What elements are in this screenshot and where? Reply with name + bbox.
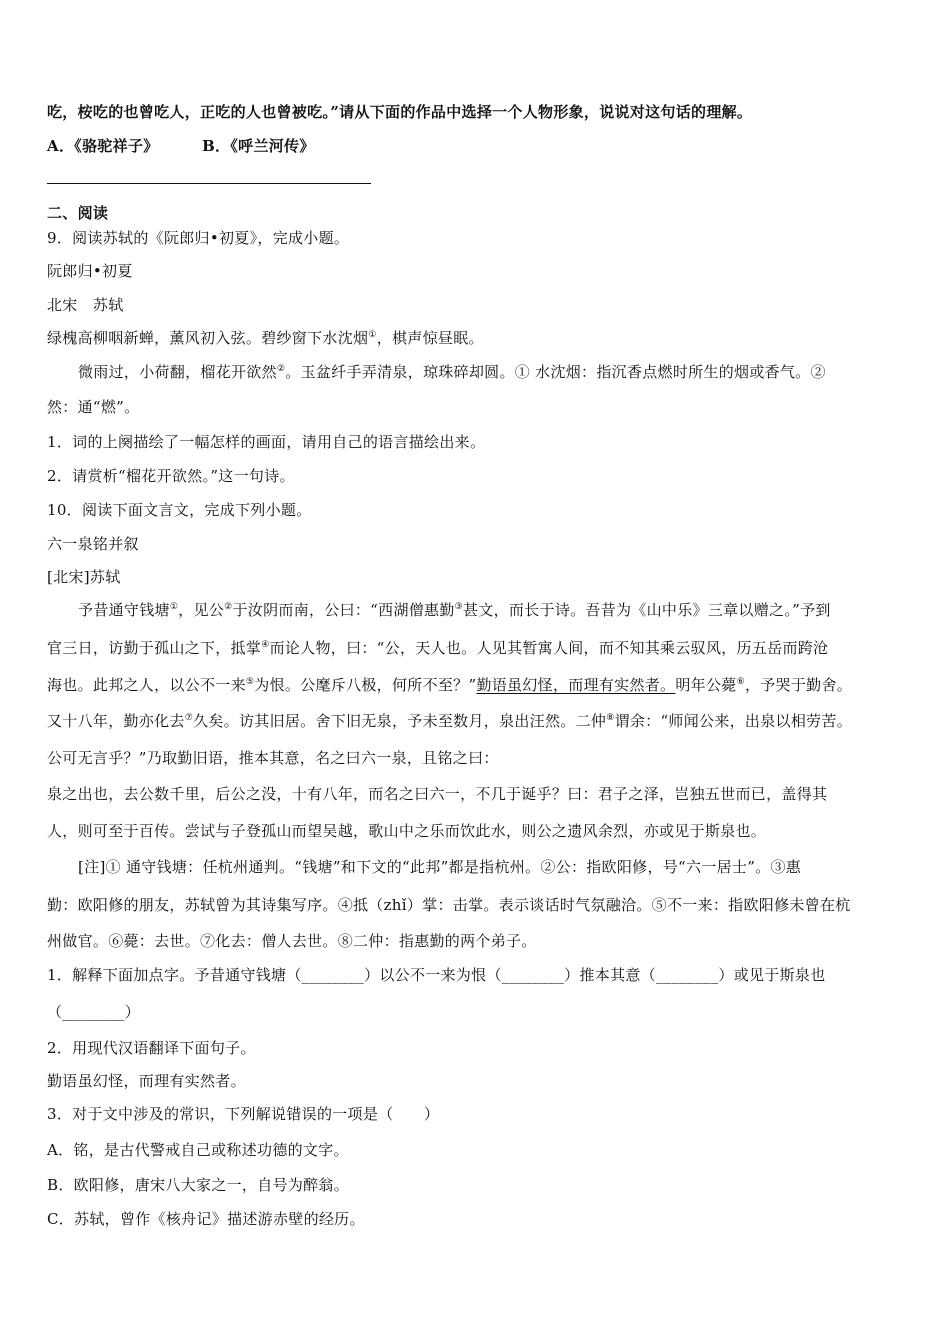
poem-line-1: 绿槐高柳咽新蝉，薰风初入弦。碧纱窗下水沈烟①，棋声惊昼眠。 [47, 329, 484, 347]
footnote-mark: ② [276, 364, 286, 374]
essay-p1-line-1: 予昔通守钱塘①，见公②于汝阴而南，公曰：“西湖僧惠勤③甚文，而长于诗。吾昔为《山中乐》三章以赠之。”予到 [78, 601, 831, 619]
q9-sub-2: 2．请赏析“榴花开欲然。”这一句诗。 [47, 467, 295, 485]
q10-sub-3: 3．对于文中涉及的常识，下列解说错误的一项是（ ） [47, 1105, 440, 1123]
answer-blank[interactable]: ________ [301, 966, 365, 984]
q10-sub-2: 2．用现代汉语翻译下面句子。 [47, 1039, 256, 1057]
section-heading: 二、阅读 [47, 204, 109, 222]
answer-blank[interactable]: ________ [62, 1003, 125, 1021]
q8-option-a: A．《骆驼祥子》 [47, 137, 159, 155]
essay-author: [北宋]苏轼 [47, 568, 121, 586]
answer-blank[interactable]: ________ [655, 966, 719, 984]
underlined-sentence: 勤语虽幻怪，而理有实然者。 [476, 676, 676, 694]
essay-note-line-3: 州做官。⑥薨：去世。⑦化去：僧人去世。⑧二仲：指惠勤的两个弟子。 [47, 932, 537, 950]
q10-sub-1: 1．解释下面加点字。予昔通守钱塘（________）以公不一来为恨（________）推本其意（________）或见于斯泉也 [47, 966, 826, 984]
essay-p2-line-1: 泉之出也，去公数千里，后公之没，十有八年，而名之曰六一，不几于诞乎？曰：君子之泽，岂独五世而已，盖得其 [47, 785, 828, 803]
poem-author: 北宋 苏轼 [47, 296, 124, 314]
q9-prompt: 9．阅读苏轼的《阮郎归•初夏》，完成小题。 [47, 229, 350, 247]
essay-title: 六一泉铭并叙 [47, 535, 139, 553]
q8-option-b: B．《呼兰河传》 [202, 137, 315, 155]
essay-p1-line-4: 又十八年，勤亦化去⑦久矣。访其旧居。舍下旧无泉，予未至数月，泉出汪然。二仲⑧谓余：“师闻公来，出泉以相劳苦。 [47, 712, 853, 730]
q10-option-b: B．欧阳修，唐宋八大家之一，自号为醉翁。 [47, 1176, 350, 1194]
answer-blank[interactable]: ________ [501, 966, 565, 984]
essay-note-line-1: [注]① 通守钱塘：任杭州通判。“钱塘”和下文的“此邦”都是指杭州。②公：指欧阳修，号“六一居士”。③惠 [78, 858, 802, 876]
q9-sub-1: 1．词的上阕描绘了一幅怎样的画面，请用自己的语言描绘出来。 [47, 433, 486, 451]
poem-note: 然：通“燃”。 [47, 398, 140, 416]
essay-note-line-2: 勤：欧阳修的朋友，苏轼曾为其诗集写序。④抵（zhǐ）掌：击掌。表示谈话时气氛融洽。⑤不一来：指欧阳修未曾在杭 [47, 896, 851, 914]
q10-option-a: A．铭，是古代警戒自己或称述功德的文字。 [47, 1141, 349, 1159]
q8-options [47, 136, 920, 156]
essay-p1-line-3: 海也。此邦之人，以公不一来⑤为恨。公麾斥八极，何所不至？”勤语虽幻怪，而理有实然者。明年公薨⑥，予哭于勤舍。 [47, 676, 853, 694]
poem-line-2: 微雨过，小荷翻，榴花开欲然②。玉盆纤手弄清泉，琼珠碎却圆。① 水沈烟：指沉香点燃时所生的烟或香气。② [78, 363, 826, 381]
answer-line [47, 183, 371, 184]
q10-sub-1-cont: （________） [47, 1003, 141, 1021]
q10-sub-2-sentence: 勤语虽幻怪，而理有实然者。 [47, 1072, 246, 1090]
essay-p1-line-2: 官三日，访勤于孤山之下，抵掌④而论人物，曰：“公，天人也。人见其暂寓人间，而不知其乘云驭风，历五岳而跨沧 [47, 639, 829, 657]
q10-option-c: C．苏轼，曾作《核舟记》描述游赤壁的经历。 [47, 1210, 365, 1228]
q8-prompt-tail: 吃，桉吃的也曾吃人，正吃的人也曾被吃。”请从下面的作品中选择一个人物形象，说说对这句话的理解。 [47, 103, 753, 121]
essay-p1-line-5: 公可无言乎？”乃取勤旧语，推本其意，名之曰六一泉，且铭之曰： [47, 749, 499, 767]
essay-p2-line-2: 人，则可至于百传。尝试与子登孤山而望吴越，歌山中之乐而饮此水，则公之遗风余烈，亦或见于斯泉也。 [47, 822, 767, 840]
q10-prompt: 10．阅读下面文言文，完成下列小题。 [47, 501, 312, 519]
poem-title: 阮郎归•初夏 [47, 262, 133, 280]
footnote-mark: ① [368, 330, 377, 340]
